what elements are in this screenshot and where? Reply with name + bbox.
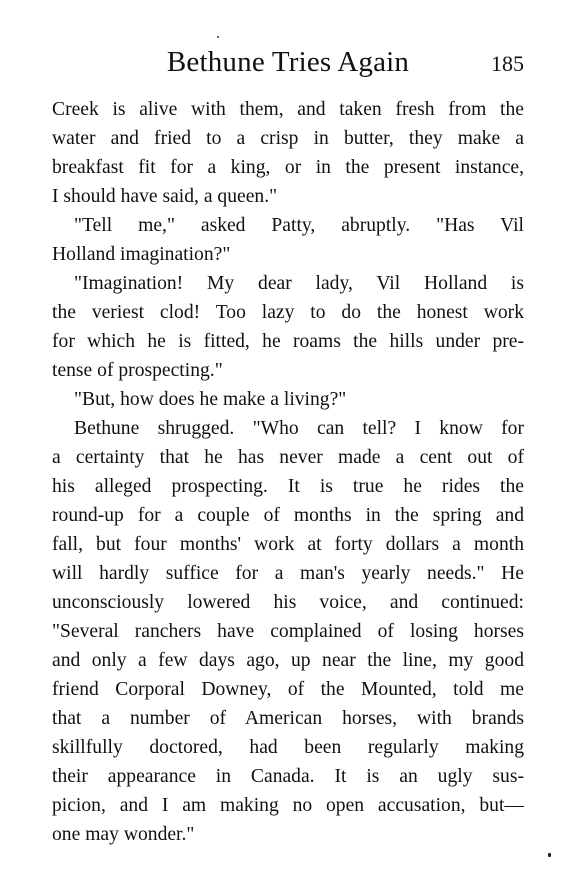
text-line: I should have said, a queen." [52,186,278,207]
text-line: their appearance in Canada. It is an ugly sus- [52,766,524,787]
text-line: skillfully doctored, had been regularly making [52,737,524,758]
text-line: Creek is alive with them, and taken fresh from the [52,99,524,120]
print-speck [548,853,551,857]
page-header [52,42,524,82]
text-line: a certainty that he has never made a cent out of [52,447,524,468]
text-line: water and fried to a crisp in butter, they make a [52,128,524,149]
body-text [52,95,524,849]
page-number: 185 [491,51,524,76]
text-line: for which he is fitted, he roams the hills under pre- [52,331,524,352]
text-line: picion, and I am making no open accusation, but— [52,795,524,816]
text-line: round-up for a couple of months in the spring and [52,505,524,526]
text-line: "Tell me," asked Patty, abruptly. "Has Vil [74,215,524,236]
print-speck [217,36,219,38]
text-line: friend Corporal Downey, of the Mounted, told me [52,679,524,700]
text-line: "Imagination! My dear lady, Vil Holland is [74,273,524,294]
text-line: one may wonder." [52,824,195,845]
text-line: fall, but four months' work at forty dollars a month [52,534,524,555]
text-line: "Several ranchers have complained of losing horses [52,621,524,642]
text-line: and only a few days ago, up near the line, my good [52,650,524,671]
running-title: Bethune Tries Again [166,46,410,78]
text-line: that a number of American horses, with brands [52,708,524,729]
text-line: tense of prospecting." [52,360,223,381]
text-line: "But, how does he make a living?" [74,389,347,410]
text-line: his alleged prospecting. It is true he rides the [52,476,524,497]
text-line: the veriest clod! Too lazy to do the honest work [52,302,524,323]
text-line: breakfast fit for a king, or in the present instance, [52,157,524,178]
text-line: Bethune shrugged. "Who can tell? I know for [74,418,524,439]
text-line: will hardly suffice for a man's yearly needs." He [52,563,524,584]
text-line: unconsciously lowered his voice, and continued: [52,592,524,613]
text-line: Holland imagination?" [52,244,231,265]
